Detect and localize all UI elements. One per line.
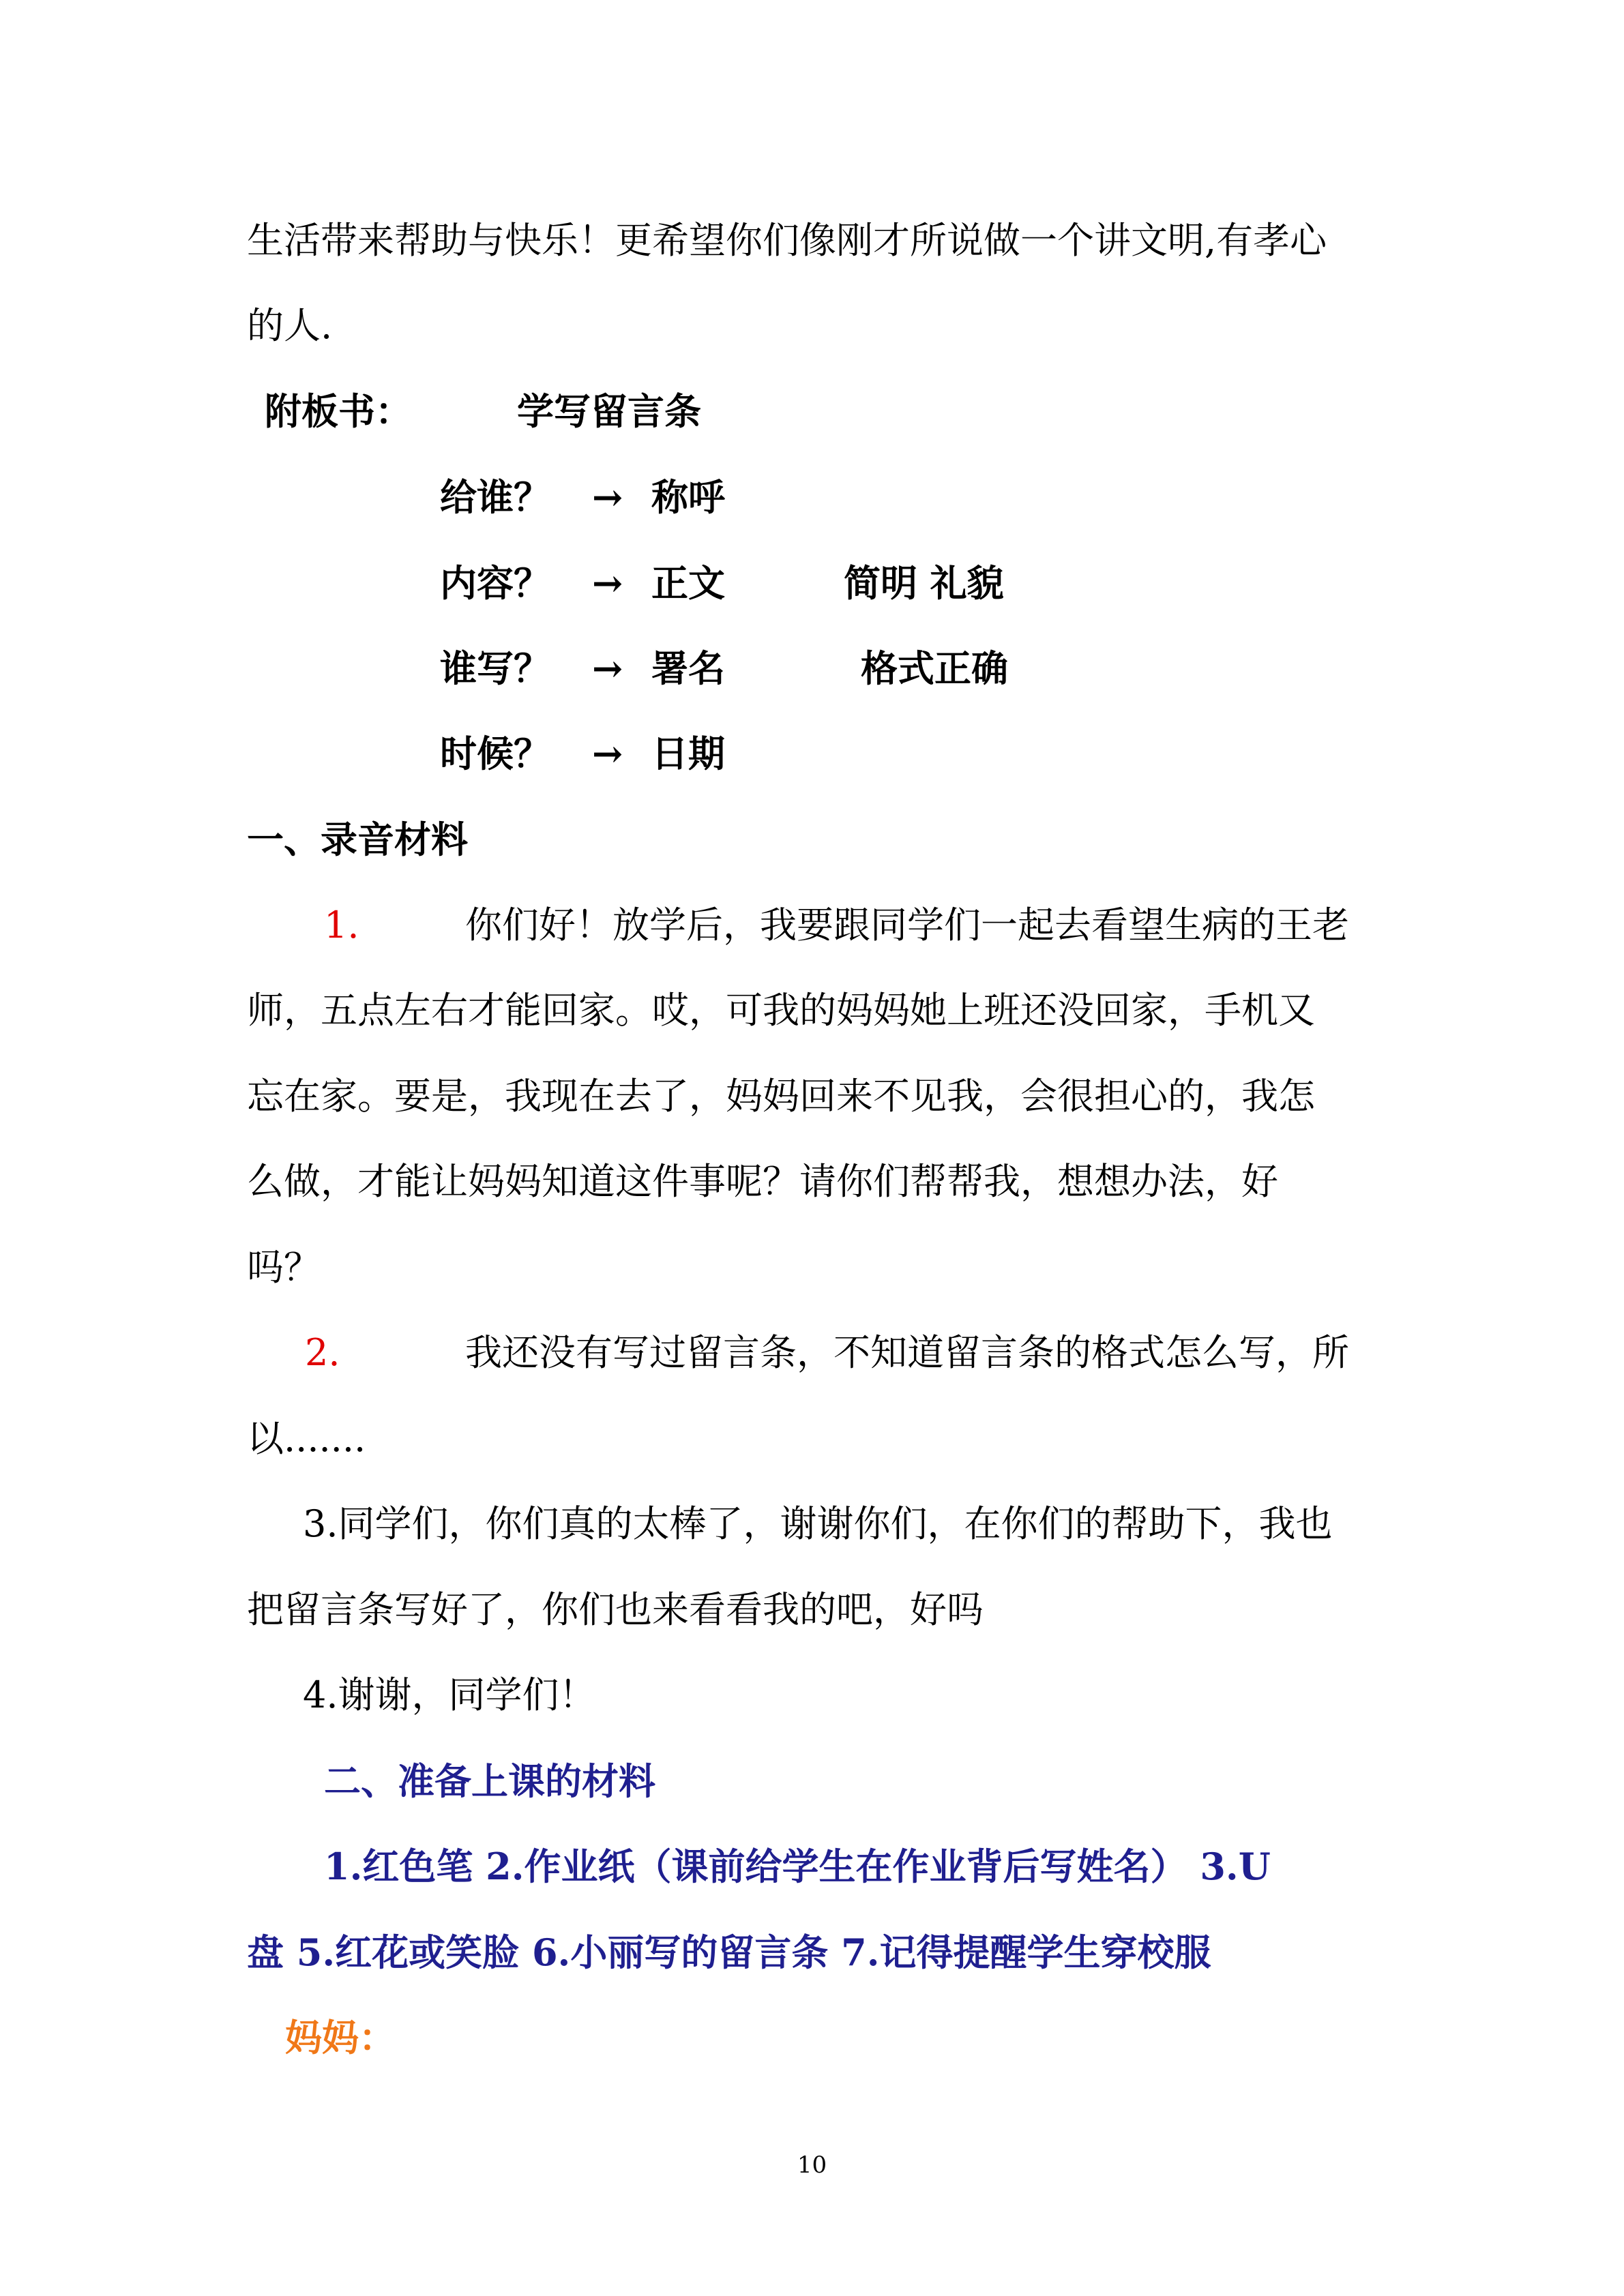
- board-row-question: 给谁？: [440, 475, 550, 519]
- board-row-answer: 日期: [651, 732, 725, 775]
- board-title: 学写留言条: [517, 389, 701, 433]
- intro-line-1: 生活带来帮助与快乐！更希望你们像刚才所说做一个讲文明,有孝心: [247, 219, 1327, 262]
- closing-salutation: 妈妈：: [285, 2016, 396, 2059]
- item-3-line-2: 把留言条写好了，你们也来看看我的吧，好吗: [247, 1588, 984, 1631]
- section-1-heading: 一、录音材料: [247, 818, 468, 861]
- board-row-note: 简明 礼貌: [844, 561, 1004, 605]
- item-1-line-3: 忘在家。要是，我现在去了，妈妈回来不见我，会很担心的，我怎: [247, 1075, 1315, 1118]
- board-row-arrow: →: [592, 561, 623, 605]
- item-2-number: 2.: [305, 1331, 340, 1374]
- board-row-answer: 称呼: [651, 475, 725, 519]
- item-1-line-4: 么做，才能让妈妈知道这件事呢？请你们帮帮我，想想办法，好: [247, 1160, 1278, 1203]
- board-row-note: 格式正确: [861, 646, 1008, 690]
- item-4-line: 4.谢谢，同学们！: [303, 1673, 596, 1716]
- item-1-line-2: 师，五点左右才能回家。哎，可我的妈妈她上班还没回家，手机又: [247, 989, 1315, 1032]
- item-1-number: 1.: [324, 904, 359, 946]
- board-row-question: 时候？: [440, 732, 550, 775]
- board-row-arrow: →: [592, 732, 623, 775]
- board-label: 附板书：: [265, 389, 412, 433]
- board-row-question: 谁写？: [440, 646, 550, 690]
- board-row-arrow: →: [592, 646, 623, 690]
- section-2-heading: 二、准备上课的材料: [324, 1759, 655, 1803]
- section-2-line-1: 1.红色笔 2.作业纸（课前给学生在作业背后写姓名） 3.U: [324, 1845, 1271, 1888]
- item-1-line-1: 你们好！放学后，我要跟同学们一起去看望生病的王老: [465, 904, 1349, 946]
- intro-line-2: 的人.: [247, 304, 333, 347]
- item-2-line-2: 以.......: [247, 1417, 366, 1460]
- section-2-line-2: 盘 5.红花或笑脸 6.小丽写的留言条 7.记得提醒学生穿校服: [247, 1930, 1211, 1974]
- item-2-line-1: 我还没有写过留言条，不知道留言条的格式怎么写，所: [465, 1331, 1349, 1374]
- board-row-question: 内容？: [440, 561, 550, 605]
- item-3-line-1: 3.同学们，你们真的太棒了，谢谢你们，在你们的帮助下，我也: [303, 1502, 1333, 1545]
- item-1-line-5: 吗？: [247, 1246, 321, 1289]
- board-row-answer: 署名: [651, 646, 725, 690]
- board-row-answer: 正文: [651, 561, 725, 605]
- page-number: 10: [797, 2151, 827, 2179]
- board-row-arrow: →: [592, 475, 623, 519]
